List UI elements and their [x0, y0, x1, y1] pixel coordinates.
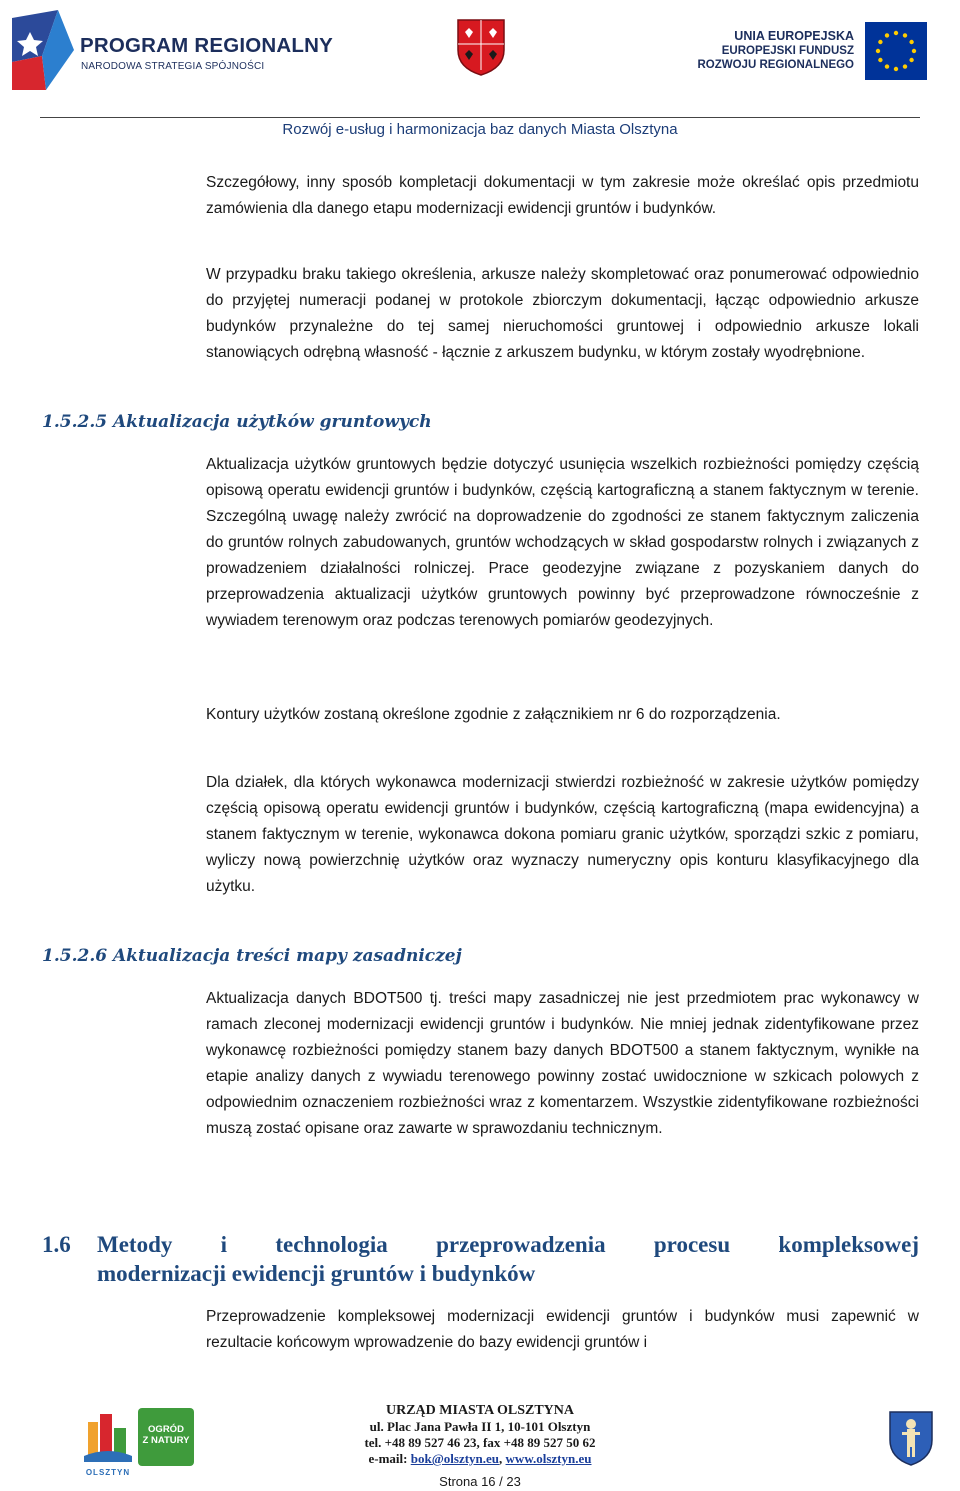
olsztyn-city-logo-icon — [84, 1408, 132, 1466]
paragraph-modernization-result: Przeprowadzenie kompleksowej modernizacji ewidencji gruntów i budynków musi zapewnić w rezultacie końcowym wprowadzenie do bazy ewidencji gruntów i — [206, 1308, 919, 1351]
heading-1-6-line1 — [42, 1230, 919, 1259]
eu-flag-icon — [865, 22, 927, 80]
paragraph-plot-discrepancies: Dla działek, dla których wykonawca modernizacji stwierdzi rozbieżność w zakresie użytków pomiędzy częścią opisową operatu ewidencji gruntów i budynków, częścią kartograficzną (mapa ewidencyjna) a stanem faktycznym w terenie, wykonawca dokona pomiaru granic użytków, sporządzi szkic z pomiaru, wyliczy nową powierzchnię użytków oraz wyznaczy numeryczny opis konturu klasyfikacyjnego dla użytku. — [206, 774, 919, 895]
eu-line1: UNIA EUROPEJSKA — [734, 29, 854, 43]
office-name: URZĄD MIASTA OLSZTYNA — [386, 1403, 574, 1418]
heading-1-6-text1: Metody i technologia przeprowadzenia procesu kompleksowej — [97, 1232, 919, 1257]
heading-1-6 — [42, 1230, 919, 1288]
program-title: PROGRAM REGIONALNY — [80, 34, 334, 57]
warmia-mazury-crest-icon — [456, 18, 506, 76]
page-number: Strona 16 / 23 — [439, 1474, 521, 1489]
paragraph-completion-method: Szczegółowy, inny sposób kompletacji dokumentacji w tym zakresie może określać opis przedmiotu zamówienia dla danego etapu modernizacji ewidencji gruntów i budynków. — [206, 174, 919, 217]
paragraph-bdot500: Aktualizacja danych BDOT500 tj. treści mapy zasadniczej nie jest przedmiotem prac wykonawcy w ramach zleconej modernizacji ewidencji gruntów i budynków. Nie mniej jednak zidentyfikowane przez wykonawcę rozbieżności pomiędzy stanem bazy danych BDOT500 a stanem faktycznym, wynikłe na etapie analizy danych z wywiadu terenowego powinny zostać uwidocznione w szkicach polowych z odpowiednim oznaczeniem rozbieżności wraz z komentarzem. Wszystkie zidentyfikowane rozbieżności muszą zostać opisane oraz zawarte w sprawozdaniu technicznym. — [206, 990, 919, 1137]
eu-fund-text — [664, 29, 854, 72]
program-subtitle: NARODOWA STRATEGIA SPÓJNOŚCI — [81, 61, 265, 72]
paragraph-sheet-numbering: W przypadku braku takiego określenia, arkusze należy skompletować oraz ponumerować odpowiednio do przyjętej numeracji podanej w protokole zbiorczym dokumentacji, łącząc odpowiednio arkusze budynków przynależne do tej samej nieruchomości gruntowej i odpowiednio arkusze lokali stanowiących odrębną własność - łącznie z arkuszem budynku, w którym zostały wyodrębnione. — [206, 266, 919, 361]
eu-line3: ROZWOJU REGIONALNEGO — [697, 59, 854, 71]
ogrod-line2: Z NATURY — [142, 1435, 190, 1446]
heading-1-6-number: 1.6 — [42, 1232, 71, 1257]
office-address: ul. Plac Jana Pawła II 1, 10-101 Olsztyn — [369, 1419, 591, 1434]
office-email-line — [330, 1451, 630, 1467]
heading-1-5-2-5: 1.5.2.5 Aktualizacja użytków gruntowych — [42, 412, 432, 432]
heading-1-5-2-6: 1.5.2.6 Aktualizacja treści mapy zasadniczej — [42, 946, 462, 966]
running-head: Rozwój e-usług i harmonizacja baz danych Miasta Olsztyna — [282, 121, 678, 138]
program-regionalny-logo — [12, 10, 332, 90]
footer-separator: , — [499, 1451, 506, 1466]
paragraph-contours: Kontury użytków zostaną określone zgodnie z załącznikiem nr 6 do rozporządzenia. — [206, 706, 781, 723]
header-divider — [40, 117, 920, 118]
olsztyn-coat-of-arms-icon — [888, 1410, 934, 1466]
olsztyn-logo-text: OLSZTYN — [85, 1468, 131, 1477]
ogrod-line1: OGRÓD — [148, 1424, 184, 1435]
website-link[interactable]: www.olsztyn.eu — [505, 1451, 592, 1466]
program-regionalny-mark-icon — [12, 10, 74, 90]
email-label: e-mail: — [368, 1451, 411, 1466]
ogrod-z-natury-logo — [138, 1408, 194, 1466]
email-link[interactable]: bok@olsztyn.eu — [410, 1451, 500, 1466]
page-header — [0, 0, 960, 118]
paragraph-land-use-update: Aktualizacja użytków gruntowych będzie dotyczyć usunięcia wszelkich rozbieżności pomiędzy częścią opisową operatu ewidencji gruntów i budynków, częścią kartograficzną a stanem faktycznym w terenie. Szczególną uwagę należy zwrócić na doprowadzenie do zgodności ze stanem faktycznym zaliczenia do gruntów rolnych zabudowanych, gruntów wchodzących w skład gospodarstw rolnych i związanych z prowadzeniem działalności rolniczej. Prace geodezyjne związane z pozyskaniem danych do przeprowadzenia aktualizacji użytków gruntowych powinny być przeprowadzone równocześnie z wywiadem terenowym oraz podczas terenowych pomiarów geodezyjnych. — [206, 456, 919, 629]
heading-1-6-line2: modernizacji ewidencji gruntów i budynków — [97, 1261, 536, 1286]
footer-office-contact — [330, 1402, 630, 1467]
office-phone: tel. +48 89 527 46 23, fax +48 89 527 50 62 — [364, 1435, 596, 1450]
footer-city-logos — [84, 1408, 194, 1482]
eu-line2: EUROPEJSKI FUNDUSZ — [721, 45, 854, 57]
